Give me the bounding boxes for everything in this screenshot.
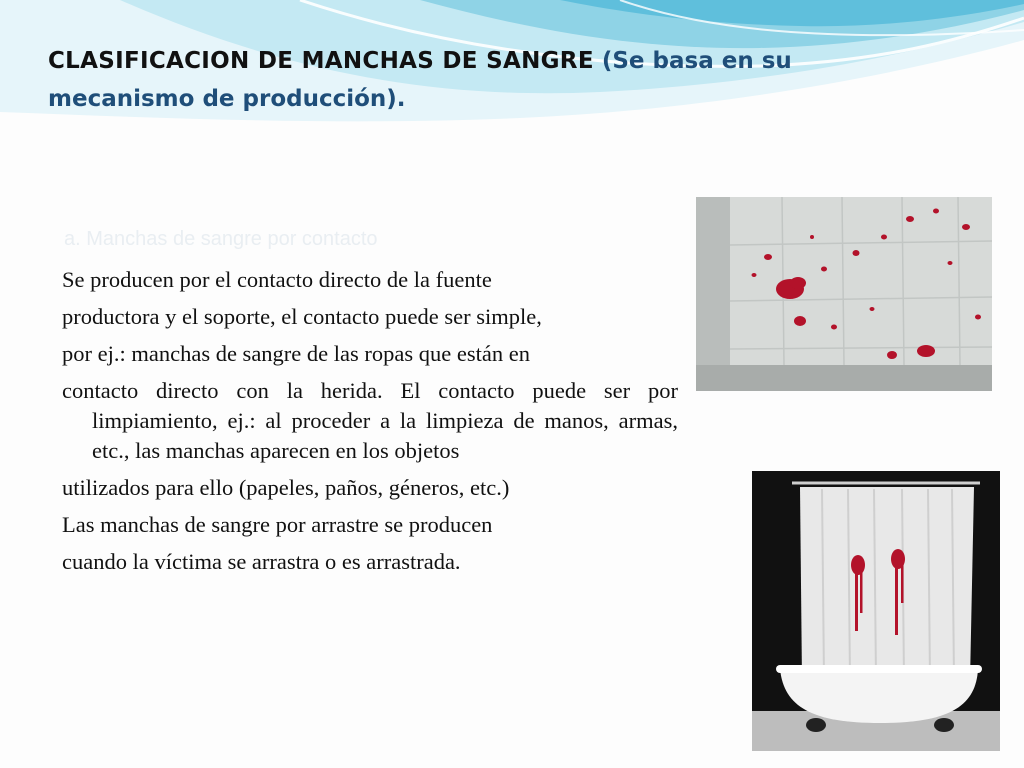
- paragraph-4: contacto directo con la herida. El contacto puede ser por limpiamiento, ej.: al proceder a la limpieza de manos, armas, etc., las manchas aparecen en los objetos: [62, 378, 678, 463]
- faint-heading: a. Manchas de sangre por contacto: [64, 228, 378, 250]
- slide-title: [48, 42, 908, 118]
- shower-curtain-photo: [752, 471, 1000, 751]
- paragraph-2: productora y el soporte, el contacto puede ser simple,: [62, 304, 542, 329]
- paragraph-5: utilizados para ello (papeles, paños, géneros, etc.): [62, 475, 510, 500]
- title-rest: (Se basa en su mecanismo de producción).: [48, 48, 792, 112]
- paragraph-1: Se producen por el contacto directo de la fuente: [62, 267, 492, 292]
- body-text: [62, 265, 678, 584]
- blood-on-floor-photo: [696, 197, 992, 391]
- paragraph-3: por ej.: manchas de sangre de las ropas que están en: [62, 341, 530, 366]
- paragraph-7: cuando la víctima se arrastra o es arrastrada.: [62, 549, 461, 574]
- title-bold: CLASIFICACION DE MANCHAS DE SANGRE: [48, 48, 594, 74]
- paragraph-6: Las manchas de sangre por arrastre se producen: [62, 512, 493, 537]
